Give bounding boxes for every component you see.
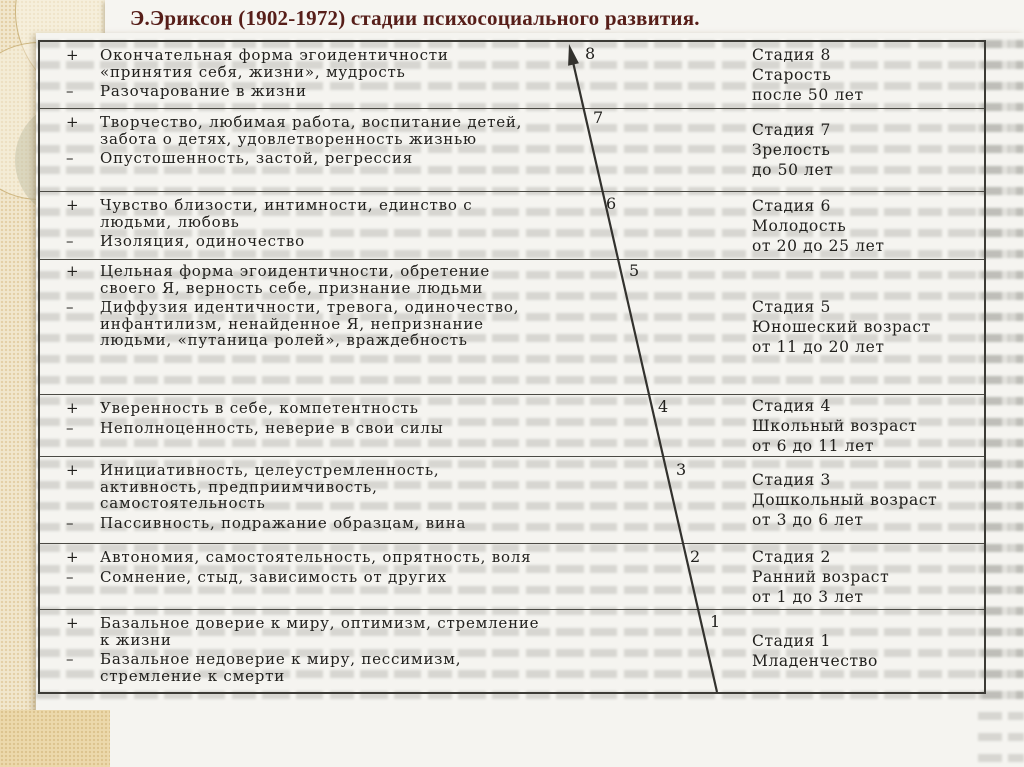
positive-text: Творчество, любимая работа, воспитание детей, забота о детях, удовлетворенность жизнью xyxy=(100,113,523,148)
plus-sign: + xyxy=(66,196,79,214)
minus-sign: – xyxy=(66,298,74,316)
arrow-stage-number: 4 xyxy=(658,397,669,416)
stage-label: Стадия 2 xyxy=(752,547,831,566)
plus-sign: + xyxy=(66,262,79,280)
stage-period: Ранний возраст xyxy=(752,567,890,586)
development-arrow-icon xyxy=(40,42,984,692)
stage-period: Молодость xyxy=(752,216,847,235)
arrow-stage-number: 8 xyxy=(585,44,596,63)
plus-sign: + xyxy=(66,399,79,417)
frame-corner-box xyxy=(0,710,110,767)
stage-period: Старость xyxy=(752,66,832,84)
positive-text: Автономия, самостоятельность, опрятность, воля xyxy=(100,548,532,566)
minus-sign: – xyxy=(66,650,74,668)
stage-label: Стадия 1 xyxy=(752,632,831,650)
plus-sign: + xyxy=(66,113,79,131)
positive-text: Чувство близости, интимности, единство с людьми, любовь xyxy=(100,196,473,231)
minus-sign: – xyxy=(66,82,74,100)
stage-label: Стадия 4 xyxy=(752,396,831,415)
minus-sign: – xyxy=(66,149,74,167)
stage-period: Школьный возраст xyxy=(752,416,918,435)
negative-text: Неполноценность, неверие в свои силы xyxy=(100,418,444,437)
stage-period: Младенчество xyxy=(752,652,878,670)
title-band xyxy=(105,0,1024,36)
negative-text: Разочарование в жизни xyxy=(100,82,307,100)
stage-label: Стадия 3 xyxy=(752,471,831,489)
minus-sign: – xyxy=(66,567,74,586)
negative-text: Пассивность, подражание образцам, вина xyxy=(100,513,467,532)
stage-age: от 11 до 20 лет xyxy=(752,338,885,356)
plus-sign: + xyxy=(66,461,79,479)
minus-sign: – xyxy=(66,418,74,437)
erikson-stages-table xyxy=(38,40,986,694)
minus-sign: – xyxy=(66,513,74,532)
stage-age: от 6 до 11 лет xyxy=(752,436,875,455)
plus-sign: + xyxy=(66,548,79,566)
negative-text: Изоляция, одиночество xyxy=(100,232,305,250)
positive-text: Инициативность, целеустремленность, активность, предприимчивость, самостоятельность xyxy=(100,461,440,512)
stage-label: Стадия 7 xyxy=(752,121,831,139)
stage-age: до 50 лет xyxy=(752,161,834,179)
stage-label: Стадия 8 xyxy=(752,46,831,64)
stage-label: Стадия 6 xyxy=(752,196,831,215)
stage-age: после 50 лет xyxy=(752,86,864,104)
stage-period: Зрелость xyxy=(752,141,831,159)
minus-sign: – xyxy=(66,232,74,250)
arrow-stage-number: 5 xyxy=(629,261,640,280)
negative-text: Сомнение, стыд, зависимость от других xyxy=(100,567,447,586)
arrow-stage-number: 7 xyxy=(593,108,604,127)
plus-sign: + xyxy=(66,614,79,632)
negative-text: Диффузия идентичности, тревога, одиночество, инфантилизм, ненайденное Я, непризнание людьми, «путаница ролей», враждебность xyxy=(100,298,520,349)
stage-age: от 1 до 3 лет xyxy=(752,587,864,606)
positive-text: Базальное доверие к миру, оптимизм, стремление к жизни xyxy=(100,614,540,649)
stage-period: Юношеский возраст xyxy=(752,318,931,336)
arrow-stage-number: 2 xyxy=(690,547,701,566)
scanned-page xyxy=(36,33,1024,767)
arrow-stage-number: 6 xyxy=(606,194,617,213)
negative-text: Базальное недоверие к миру, пессимизм, стремление к смерти xyxy=(100,650,462,685)
stage-period: Дошкольный возраст xyxy=(752,491,938,509)
positive-text: Уверенность в себе, компетентность xyxy=(100,399,419,417)
stage-age: от 3 до 6 лет xyxy=(752,511,864,529)
arrow-stage-number: 3 xyxy=(676,460,687,479)
page-title: Э.Эриксон (1902-1972) стадии психосоциального развития. xyxy=(130,6,700,30)
negative-text: Опустошенность, застой, регрессия xyxy=(100,149,413,167)
positive-text: Цельная форма эгоидентичности, обретение своего Я, верность себе, признание людьми xyxy=(100,262,491,297)
stage-age: от 20 до 25 лет xyxy=(752,236,885,255)
stage-label: Стадия 5 xyxy=(752,298,831,316)
arrow-stage-number: 1 xyxy=(710,612,721,631)
positive-text: Окончательная форма эгоидентичности «принятия себя, жизни», мудрость xyxy=(100,46,449,81)
plus-sign: + xyxy=(66,46,79,64)
